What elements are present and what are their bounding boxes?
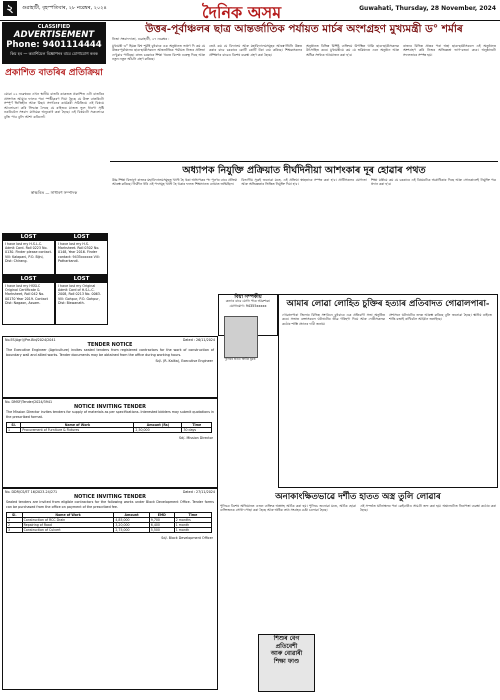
tender-title: NOTICE INVITING TENDER <box>73 494 147 501</box>
lost-ad-text: I have lost my H.S. Marksheet. Roll 0302 No. 0148, Year 2016. Finder contact: 9435xxxxxx Vill: Patharkandi. <box>58 242 100 263</box>
lost-ad-title: LOST <box>56 234 107 241</box>
story-column: শিক্ষা মন্ত্ৰীয়ে কয় যে চৰকাৰে এই বিষয়টোক অগ্ৰাধিকাৰ দিছে আৰু সোনকালেই নিযুক্তি পত্ৰ প্ৰদান কৰা হ'ব। <box>370 178 496 187</box>
tender-signature: Sd/- (R. Kalita), Executive Engineer <box>155 358 213 363</box>
second-headline: অধ্যাপক নিযুক্তি প্ৰক্ৰিয়াত দীৰ্ঘদিনীয়া আশংকাৰ দূৰ হোৱাৰ পথত <box>182 165 426 176</box>
small-ad-text: কন্যাৰ বাবে যোগ্য পাত্ৰ আৱশ্যক। যোগাযোগ: 94355xxxxx <box>225 299 271 308</box>
tender-ref: No. DMSF/Tender/2024/3941 <box>5 400 53 404</box>
story-column: পুলিচৰ বিশেষ অভিযানত এজন ব্যক্তিক অস্ত্ৰসহ আটক কৰা হয়। পুলিচে জনোৱা মতে, আটক হোৱা ব্যক্তিজনক সোধা-পোছা কৰা হৈছে আৰু অধিক তথ্য সংগ্ৰহৰ চেষ্টা চলোৱা হৈছে। <box>220 504 356 513</box>
lost-ad <box>55 233 108 275</box>
story-column: অনুষ্ঠানত বিভিন্ন বিশিষ্ট ব্যক্তিয়ে উপস্থিত থাকি ছাত্ৰ-ছাত্ৰীসকলক উৎসাহিত কৰে। মুখ্যমন্ত্ৰীয়ে কয় যে ভৱিষ্যতে এনে অনুষ্ঠান আৰু অধিক সংখ্যক আয়োজন কৰা হ'ব। <box>306 44 399 57</box>
ad-line: শিক্ষা ফাণ্ড <box>273 657 300 665</box>
lost-ad-title: LOST <box>56 276 107 283</box>
table-header: Time <box>174 512 211 517</box>
header-date-left: গুৱাহাটী, বৃহস্পতিবাৰ, ২৮ নৱেম্বৰ, ২০২৪ <box>22 5 107 11</box>
table-row <box>7 527 212 532</box>
table-cell: 30 days <box>182 427 212 432</box>
table-header: Name of Work <box>21 422 134 427</box>
classified-title: ADVERTISEMENT <box>13 30 95 40</box>
header-date-right: Guwahati, Thursday, 28 November, 2024 <box>359 5 496 12</box>
table-cell: 4,85,000 <box>114 517 149 522</box>
classified-label: CLASSIFIED <box>37 24 71 30</box>
table-cell: 5,500 <box>149 527 174 532</box>
story-column: মুখ্যমন্ত্ৰী ড° হিমন্ত বিশ্ব শৰ্মাই বুধবাৰে এক অনুষ্ঠানত ভাষণ দি কয় যে উত্তৰ-পূৰ্বাঞ্চলৰ ছাত্ৰ-ছাত্ৰীসকলে আন্তৰ্জাতিক পৰ্যায়ত নিজৰ প্ৰতিভা দেখুৱাব পাৰিছে। ৰাজ্য চৰকাৰে শিক্ষা খণ্ডত বিশেষ গুৰুত্ব দিছে আৰু নতুন নতুন আঁচনি গ্ৰহণ কৰিছে। <box>112 44 205 62</box>
tender-ref: No.ES(Agri)/Pre-Bid/2024/2041 <box>5 338 56 342</box>
tender-notice <box>2 336 218 398</box>
tender-date: Dated : 27/11/2024 <box>182 490 215 494</box>
table-header: Sl. <box>7 422 21 427</box>
lead-story <box>112 44 496 160</box>
tender-notice <box>2 488 218 690</box>
table-header: EMD <box>149 512 174 517</box>
table-cell: Construction of RCC Drain <box>22 517 114 522</box>
story-column: তেওঁ কয় যে বিদ্যালয় আৰু মহাবিদ্যালয়সমূহৰ আন্তঃগাঁথনি উন্নত কৰাৰ বাবে চৰকাৰে কোটি কোটি টকা ব্যয় কৰিছে। শিক্ষকসকলৰ প্ৰশিক্ষণৰ বাবেও বিশেষ ব্যৱস্থা গ্ৰহণ কৰা হৈছে। <box>209 44 302 57</box>
divider <box>110 161 498 162</box>
tender-title: TENDER NOTICE <box>87 342 133 349</box>
tender-signature: Sd/- Block Development Officer <box>161 535 213 540</box>
story-column: ৰাজ্যৰ বিভিন্ন প্ৰান্তৰ পৰা অহা ছাত্ৰ-ছাত্ৰীসকলে এই অনুষ্ঠানত অংশগ্ৰহণ কৰি নিজৰ অভিজ্ঞতা ভাগ-বতৰা কৰে। অনুষ্ঠানটো সফলতাৰে সম্পন্ন হয়। <box>403 44 496 57</box>
table-row <box>7 427 212 432</box>
table-cell: 2,50,000 <box>134 427 182 432</box>
lost-ad-text: I have lost my HSSLC Original Certificate & Marksheet, Roll 042 No. 00170 Year 2019. Contact Dist: Nagaon, Assam. <box>5 284 48 305</box>
notice-body: যোৱা ২২ নৱেম্বৰৰ এখন স্থানীয় বাতৰি কাকতত প্ৰকাশিত এটা বাতৰিৰ প্ৰসংগত আমাৰ ফালৰ পৰা স্পষ্টীকৰণ দিয়া হৈছে যে উক্ত বাতৰিটো সম্পূৰ্ণ ভিত্তিহীন আৰু মিছা। সংগঠনৰ কাৰ্যকৰী সমিতিয়ে এই বিষয়ে আলোচনা কৰি সিদ্ধান্ত লৈছে যে ৰাইজৰ মাজত ভুল ধাৰণা সৃষ্টি নকৰিবলৈ সংবাদ মাধ্যমক অনুৰোধ কৰা হৈছে। এই বিষয়টো সকলোৱে বুজি পাব বুলি আশা কৰিলোঁ। <box>4 92 104 119</box>
lost-ad-text: I have lost my H.S.L.C. Admit Card. Roll 0223 No. 0130. Finder please contact. Vill: Kalapani, P.O. Bijni, Dist: Chirang. <box>5 242 52 263</box>
ad-line: শিশুৰ বেগ <box>273 635 300 642</box>
table-cell: Repairing of Road <box>22 522 114 527</box>
lost-ad-title: LOST <box>3 276 54 283</box>
table-cell: Construction of Culvert <box>22 527 114 532</box>
tender-signature: Sd/- Mission Director <box>178 435 213 440</box>
tender-ref: No. DDR/CS/ET 16/2023-24/271 <box>5 490 58 494</box>
story-column: উচ্চ শিক্ষা বিভাগে ৰাজ্যৰ মহাবিদ্যালয়সমূহত খালী হৈ থকা অধ্যাপকৰ পদ পূৰণৰ বাবে প্ৰক্ৰিয়া আৰম্ভ কৰিছে। দীৰ্ঘদিন ধৰি এই পদসমূহ খালী হৈ থকাৰ ফলত শিক্ষাদানত ব্যাঘাত জন্মিছিল। <box>112 178 238 187</box>
classified-note: কিয় হব — কমাৰ্শিয়েল বিজ্ঞাপনৰ বাবে যোগাযোগ কৰক <box>10 51 98 56</box>
notice-signature: স্বাক্ষৰিত — সাধাৰণ সম্পাদক <box>30 190 78 195</box>
classified-banner <box>2 22 106 64</box>
small-ad-title: বিয়া সম্পৰ্কীয় <box>234 294 262 300</box>
table-cell: 9,700 <box>149 517 174 522</box>
tender-notice <box>2 398 218 488</box>
lost-ad <box>55 275 108 325</box>
ad-line: আৰু বোৱাৰী <box>270 650 303 657</box>
story-column: বিভাগীয় সূত্ৰই জনোৱা মতে, এই প্ৰক্ৰিয়া স্বচ্ছতাৰে সম্পন্ন কৰা হ'ব। প্ৰাৰ্থীসকলৰ যোগ্যতা আৰু অভিজ্ঞতাৰ ভিত্তিত নিযুক্তি দিয়া হ'ব। <box>241 178 367 187</box>
second-story <box>112 178 496 290</box>
box-story <box>278 294 498 488</box>
table-cell: 6,400 <box>149 522 174 527</box>
table-cell: 1 month <box>174 527 211 532</box>
lost-ad-text: I have lost my Original Admit Card of H.S.L.C. 2008, Roll 0213 No. 0063. Vill: Gohpur, P.O. Gohpur, Dist: Biswanath. <box>58 284 101 305</box>
table-cell: 2 months <box>174 517 211 522</box>
table-cell: Procurement of Furniture & Fixtures <box>21 427 134 432</box>
table-header: Amount (Rs) <box>134 422 182 427</box>
table-header: Sl. <box>7 512 23 517</box>
box-headline: আমাৰ লোৱা লোহিত চুক্তিৰ হত্যাৰ প্ৰতিবাদত গোৱালপাৰা- <box>286 299 490 309</box>
story-column: এই সন্দৰ্ভত ঘটনাস্থলৰ পৰা কেইবাটাও সামগ্ৰী জব্দ কৰা হয়। অঞ্চলটোত নিৰাপত্তা ব্যৱস্থা কঠোৰ কৰা হৈছে। <box>360 504 496 513</box>
tender-body: The Executive Engineer (Agriculture) invites sealed tenders from registered contractors for the work of construction of boundary wall and allied works. Tender documents may be obtained from the office during working hours. <box>6 348 214 357</box>
table-header: Time <box>182 422 212 427</box>
notice-title: প্ৰকাশিত বাতৰিৰ প্ৰতিক্ৰিয়া <box>5 68 103 78</box>
display-ad <box>258 634 315 692</box>
lost-ad <box>2 233 55 275</box>
story-column: প্ৰশাসনে ঘটনাটোৰ তদন্ত আৰম্ভ কৰিছে বুলি জনোৱা হৈছে। স্থানীয় ৰাইজে শান্তি বজাই ৰাখিবলৈ আহ্বান জনাইছে। <box>389 313 492 322</box>
third-headline: অনাকাংক্ষিতভাৱে দৰ্শীত হাতত অস্ত্ৰ তুলি লোৱাৰ <box>275 492 441 502</box>
masthead-logo: দৈনিক অসম <box>202 3 282 22</box>
tender-date: Dated : 26/11/2024 <box>182 338 215 342</box>
table-cell: 1 <box>7 517 23 522</box>
table-cell: 1 month <box>174 522 211 527</box>
tender-table <box>6 422 212 433</box>
table-header: Amount <box>114 512 149 517</box>
news-photo <box>224 316 258 358</box>
table-cell: 3,20,000 <box>114 522 149 527</box>
tender-body: Sealed tenders are invited from eligible contractors for the following works under Block Development Office. Tender forms can be purchased from the office on payment of the prescribed fee. <box>6 500 214 509</box>
photo-caption: পুলিচৰ হাতত আটক যুৱক <box>224 357 256 361</box>
lost-ad-title: LOST <box>3 234 54 241</box>
lost-ad <box>2 275 55 325</box>
classified-phone: Phone: 9401114444 <box>6 40 102 50</box>
lead-byline: নিজা সংবাদদাতা, গুৱাহাটী, ২৭ নৱেম্বৰ : <box>112 37 170 41</box>
story-column: গোৱালপাৰা জিলাৰ বিভিন্ন সংগঠনে বুধবাৰে এক প্ৰতিবাদী সভা অনুষ্ঠিত কৰে। সভাত বক্তাসকলে ঘটনাটোৰ তীব্ৰ গৰিহণা দিয়ে আৰু দোষীসকলক কঠোৰ শাস্তি প্ৰদানৰ দাবী জনায়। <box>282 313 385 326</box>
table-cell: 1 <box>7 427 21 432</box>
ad-line: প্ৰতিবেশী <box>275 642 298 650</box>
tender-table <box>6 512 212 533</box>
table-cell: 2 <box>7 522 23 527</box>
tender-body: The Mission Director invites tenders for supply of materials as per specifications. Interested bidders may submit quotations in the prescribed format. <box>6 410 214 419</box>
table-cell: 3 <box>7 527 23 532</box>
table-header: Name of Work <box>22 512 114 517</box>
tender-title: NOTICE INVITING TENDER <box>73 404 147 411</box>
table-cell: 2,75,000 <box>114 527 149 532</box>
page-number: ২ <box>3 1 17 16</box>
lead-headline: উত্তৰ-পূৰ্বাঞ্চলৰ ছাত্ৰ আন্তৰ্জাতিক পৰ্যায়ত মাৰ্চৰ অংশগ্ৰহণ মুখ্যমন্ত্ৰী ড° শৰ্মাৰ <box>145 23 463 35</box>
third-story <box>220 504 496 632</box>
